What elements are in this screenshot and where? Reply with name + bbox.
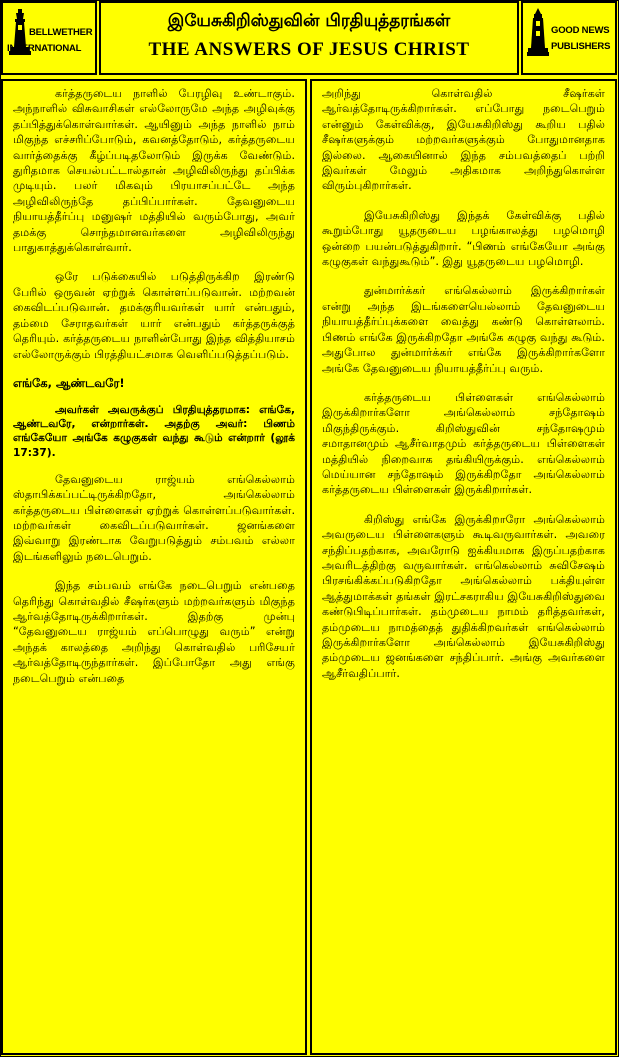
paragraph: துன்மார்க்கர் எங்கெல்லாம் இருக்கிறார்கள் என்று அந்த இடங்களையெல்லாம் தேவனுடைய நியாயத்தீர்ப்புக்களை வைத்து கண்டு கொள்ளலாம். பிணம் எங்கே இருக்கிறதோ அங்கே கழுகு வந்து கூடும். அதுபோல துன்மார்க்கர் எங்கே இருக்கிறார்களோ அங்கே தேவனுடைய நியாயத்தீர்ப்பு வரும்.: [322, 284, 605, 375]
logo-right-line1: GOOD NEWS: [551, 25, 610, 36]
paragraph: கிறிஸ்து எங்கே இருக்கிறாரோ அங்கெல்லாம் அவருடைய பிள்ளைகளும் கூடிவருவார்கள். அவரை சந்திப்பதற்காக, அவரோடு ஐக்கியமாக இருப்பதற்காக அவரிடத்திற்கு வருவார்கள். எங்கெல்லாம் சுவிசேஷம் பிரசங்கிக்கப்படுகிறதோ அங்கெல்லாம் பக்தியுள்ள ஆத்துமாக்கள் தங்கள் இரட்சகராகிய இயேசுகிறிஸ்துவை கண்டுபிடிப்பார்கள். தம்முடைய நாமம் தரித்தவர்கள், தம்முடைய நாமத்தைத் துதிக்கிறவர்கள் எங்கெல்லாம் இருக்கிறார்களோ அங்கெல்லாம் இயேசுகிறிஸ்து தம்முடைய ஜனங்களை சந்திப்பார். அங்கு அவர்களை ஆசீர்வதிப்பார்.: [322, 512, 605, 680]
section-heading: எங்கே, ஆண்டவரே!: [13, 375, 125, 390]
header: [0, 0, 619, 78]
paragraph: இயேசுகிறிஸ்து இந்தக் கேள்விக்கு பதில் கூறும்போது யூதருடைய பழங்காலத்து பழமொழி ஒன்றை பயன்படுத்துகிறார். “பிணம் எங்கேயோ அங்கு கழுகுகள் வந்துகூடும்”. இது யூதருடைய பழமொழி.: [322, 208, 605, 269]
paragraph: ஒரே படுக்கையில் படுத்திருக்கிற இரண்டு பேரில் ஒருவன் ஏற்றுக் கொள்ளப்படுவான். மற்றவன் கைவிடப்படுவான். தமக்குரியவர்கள் யார் என்பதும், தம்மை சேராதவர்கள் யார் என்பதும் கர்த்தருக்குத் தெரியும். கர்த்தருடைய நாளின்போது இந்த வித்தியாசம் எல்லோருக்கும் பிரத்தியட்சமாக வெளிப்படுத்தப்படும்.: [13, 270, 295, 361]
bellwether-logo: [1, 1, 97, 75]
tower-icon: [527, 8, 549, 56]
logo-left-line1: BELLWETHER: [29, 27, 93, 38]
left-column: [1, 79, 307, 1055]
page-title-tamil: இயேசுகிறிஸ்துவின் பிரதியுத்தரங்கள்: [167, 11, 451, 31]
good-news-logo: [521, 1, 617, 75]
paragraph: தேவனுடைய ராஜ்யம் எங்கெல்லாம் ஸ்தாபிக்கப்பட்டிருக்கிறதோ, அங்கெல்லாம் கர்த்தருடைய பிள்ளைகள் ஏற்றுக் கொள்ளப்படுவார்கள். மற்றவர்கள் கைவிடப்படுவார்கள். ஜனங்களை இவ்வாறு இரண்டாக வேறுபடுத்தும் சம்பவம் எல்லா இடங்களிலும் நடைபெறும்.: [13, 472, 295, 563]
page-title-english: THE ANSWERS OF JESUS CHRIST: [148, 39, 470, 60]
right-column: [310, 79, 617, 1055]
scripture-quote: அவர்கள் அவருக்குப் பிரதியுத்தரமாக: எங்கே, ஆண்டவரே, என்றார்கள். அதற்கு அவர்: பிணம் எங்கேயோ அங்கே கழுகுகள் வந்து கூடும் என்றார் (லூக் 17:37).: [13, 403, 295, 459]
title-box: [99, 1, 519, 75]
paragraph: கர்த்தருடைய பிள்ளைகள் எங்கெல்லாம் இருக்கிறார்களோ அங்கெல்லாம் சந்தோஷம் மிகுந்திருக்கும். கிறிஸ்துவின் சந்தோஷமும் சமாதானமும் ஆசீர்வாதமும் கர்த்தருடைய பிள்ளைகள் மத்தியில் நிறைவாக தங்கியிருக்கும். எங்கெல்லாம் மெய்யான சந்தோஷம் இருக்கிறதோ அங்கெல்லாம் கர்த்தருடைய பிள்ளைகள் இருக்கிறார்கள்.: [322, 390, 605, 497]
paragraph: அறிந்து கொள்வதில் சீஷர்கள் ஆர்வத்தோடிருக்கிறார்கள். எப்போது நடைபெறும் என்னும் கேள்விக்கு, இயேசுகிறிஸ்து கூறிய பதில் சீஷர்களுக்கும் மற்றவர்களுக்கும் போதுமானதாக இல்லை. ஆகையினால் இந்த சம்பவத்தைப் பற்றி இவர்கள் மேலும் அதிகமாக அறிந்துகொள்ள விரும்புகிறார்கள்.: [322, 87, 605, 193]
logo-right-line2: PUBLISHERS: [551, 41, 611, 52]
paragraph: இந்த சம்பவம் எங்கே நடைபெறும் என்பதை தெரிந்து கொள்வதில் சீஷர்களும் மற்றவர்களும் மிகுந்த ஆர்வத்தோடிருக்கிறார்கள். இதற்கு முன்பு “தேவனுடைய ராஜ்யம் எப்பொழுது வரும்” என்று அந்தக் காலத்தை அறிந்து கொள்வதில் பரிசேயர் ஆர்வத்தோடிருந்தார்கள். இப்போதோ அது எங்கு நடைபெறும் என்பதை: [13, 579, 295, 685]
logo-left-line2: INTERNATIONAL: [7, 43, 82, 54]
paragraph: கர்த்தருடைய நாளில் பேரழிவு உண்டாகும். அந்நாளில் விசுவாசிகள் எல்லோருமே அந்த அழிவுக்கு தப்பித்துக்கொள்வார்கள். ஆயினும் அந்த நாளில் நாம் மிகுந்த எச்சரிப்போடும், கவனத்தோடும், கர்த்தருடைய வார்த்தைக்கு கீழ்ப்படிதலோடும் இருக்க வேண்டும். துரிதமாக செயல்பட்டால்தான் அழிவிலிருந்து தப்பிக்க முடியும். பலர் மிகவும் பிரயாசப்பட்டே அந்த அழிவிலிருந்தே தப்பிப்பார்கள். தேவனுடைய நியாயத்தீர்ப்பு மனுஷர் மத்தியில் வரும்போது, அவர் தமக்கு சொந்தமானவர்களை அழிவிலிருந்து பாதுகாத்துக்கொள்வார்.: [13, 87, 295, 255]
